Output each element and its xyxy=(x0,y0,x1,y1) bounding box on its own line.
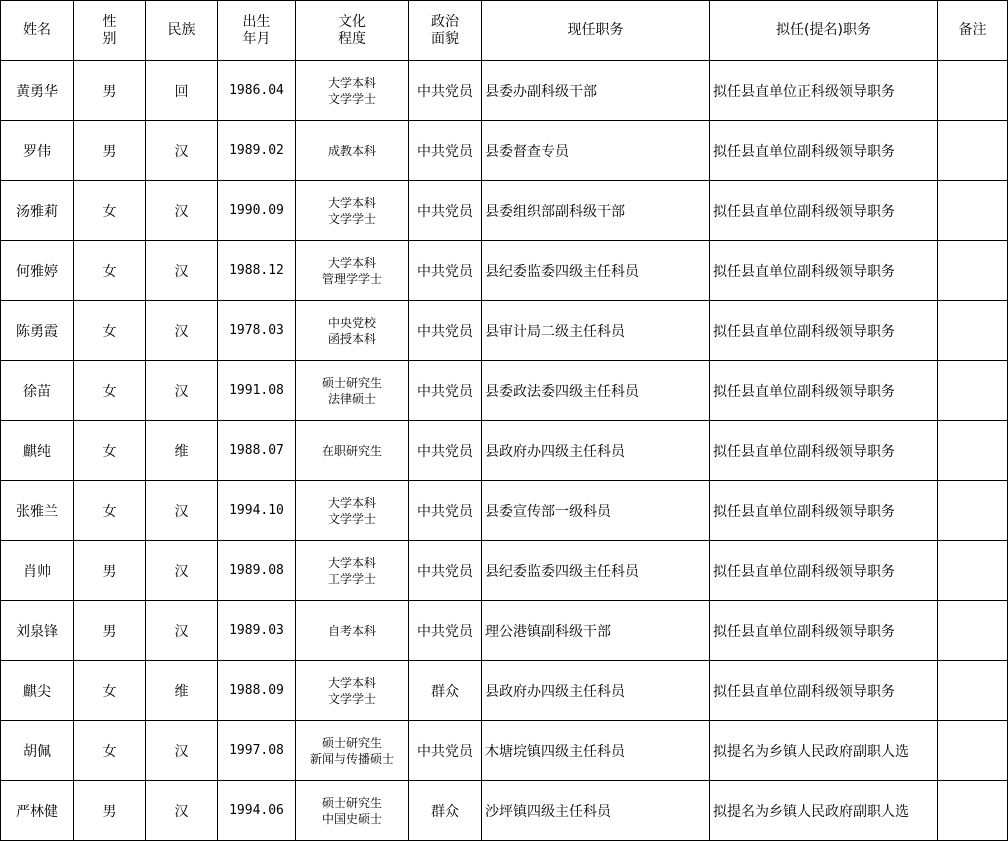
cell-birth: 1991.08 xyxy=(218,361,296,421)
cell-name: 张雅兰 xyxy=(1,481,74,541)
cell-ethnicity: 维 xyxy=(146,421,218,481)
cell-remarks xyxy=(938,661,1008,721)
cell-birth: 1988.09 xyxy=(218,661,296,721)
cell-education: 成教本科 xyxy=(296,121,409,181)
cell-proposed-position: 拟任县直单位副科级领导职务 xyxy=(710,241,938,301)
header-current-position: 现任职务 xyxy=(482,1,710,61)
cell-political: 群众 xyxy=(409,781,482,841)
cell-name: 麒纯 xyxy=(1,421,74,481)
cell-remarks xyxy=(938,601,1008,661)
cell-name: 陈勇霞 xyxy=(1,301,74,361)
cell-ethnicity: 汉 xyxy=(146,301,218,361)
cell-gender: 女 xyxy=(74,481,146,541)
cell-proposed-position: 拟任县直单位副科级领导职务 xyxy=(710,121,938,181)
cell-birth: 1986.04 xyxy=(218,61,296,121)
cell-ethnicity: 汉 xyxy=(146,481,218,541)
cell-education: 硕士研究生 新闻与传播硕士 xyxy=(296,721,409,781)
cell-political: 群众 xyxy=(409,661,482,721)
cell-remarks xyxy=(938,481,1008,541)
header-political: 政治 面貌 xyxy=(409,1,482,61)
table-row xyxy=(1,541,1008,601)
cell-political: 中共党员 xyxy=(409,301,482,361)
cell-ethnicity: 汉 xyxy=(146,361,218,421)
cell-name: 罗伟 xyxy=(1,121,74,181)
cell-current-position: 沙坪镇四级主任科员 xyxy=(482,781,710,841)
cell-education: 大学本科 文学学士 xyxy=(296,61,409,121)
cell-proposed-position: 拟提名为乡镇人民政府副职人选 xyxy=(710,781,938,841)
table-row xyxy=(1,661,1008,721)
table-body xyxy=(1,61,1008,841)
cell-ethnicity: 汉 xyxy=(146,541,218,601)
cell-birth: 1988.07 xyxy=(218,421,296,481)
cell-current-position: 县委督查专员 xyxy=(482,121,710,181)
table-row xyxy=(1,421,1008,481)
cell-gender: 男 xyxy=(74,781,146,841)
cell-education: 硕士研究生 中国史硕士 xyxy=(296,781,409,841)
cell-birth: 1989.02 xyxy=(218,121,296,181)
cell-political: 中共党员 xyxy=(409,121,482,181)
cell-birth: 1988.12 xyxy=(218,241,296,301)
cell-political: 中共党员 xyxy=(409,481,482,541)
cell-name: 严林健 xyxy=(1,781,74,841)
header-proposed-position: 拟任(提名)职务 xyxy=(710,1,938,61)
cell-remarks xyxy=(938,61,1008,121)
cell-gender: 男 xyxy=(74,61,146,121)
cell-political: 中共党员 xyxy=(409,421,482,481)
table-row xyxy=(1,361,1008,421)
cell-political: 中共党员 xyxy=(409,541,482,601)
table-row xyxy=(1,301,1008,361)
cell-education: 大学本科 管理学学士 xyxy=(296,241,409,301)
cell-education: 大学本科 文学学士 xyxy=(296,181,409,241)
cell-education: 大学本科 文学学士 xyxy=(296,481,409,541)
cell-ethnicity: 汉 xyxy=(146,241,218,301)
cell-name: 胡佩 xyxy=(1,721,74,781)
cell-remarks xyxy=(938,361,1008,421)
cell-current-position: 县委组织部副科级干部 xyxy=(482,181,710,241)
cell-gender: 女 xyxy=(74,181,146,241)
cell-remarks xyxy=(938,541,1008,601)
cell-current-position: 木塘垸镇四级主任科员 xyxy=(482,721,710,781)
cell-political: 中共党员 xyxy=(409,241,482,301)
cell-current-position: 县政府办四级主任科员 xyxy=(482,421,710,481)
table-row xyxy=(1,481,1008,541)
cell-political: 中共党员 xyxy=(409,721,482,781)
cell-proposed-position: 拟提名为乡镇人民政府副职人选 xyxy=(710,721,938,781)
cell-gender: 女 xyxy=(74,241,146,301)
cell-proposed-position: 拟任县直单位正科级领导职务 xyxy=(710,61,938,121)
cell-ethnicity: 回 xyxy=(146,61,218,121)
header-education: 文化 程度 xyxy=(296,1,409,61)
table-row xyxy=(1,781,1008,841)
cell-current-position: 理公港镇副科级干部 xyxy=(482,601,710,661)
cell-birth: 1994.06 xyxy=(218,781,296,841)
cell-proposed-position: 拟任县直单位副科级领导职务 xyxy=(710,421,938,481)
cell-ethnicity: 维 xyxy=(146,661,218,721)
cell-political: 中共党员 xyxy=(409,61,482,121)
table-row xyxy=(1,601,1008,661)
cell-birth: 1994.10 xyxy=(218,481,296,541)
cell-political: 中共党员 xyxy=(409,601,482,661)
cell-remarks xyxy=(938,781,1008,841)
cell-gender: 女 xyxy=(74,301,146,361)
cell-proposed-position: 拟任县直单位副科级领导职务 xyxy=(710,661,938,721)
cell-remarks xyxy=(938,241,1008,301)
cell-current-position: 县纪委监委四级主任科员 xyxy=(482,241,710,301)
table-row xyxy=(1,721,1008,781)
cell-name: 肖帅 xyxy=(1,541,74,601)
cell-proposed-position: 拟任县直单位副科级领导职务 xyxy=(710,181,938,241)
table-row xyxy=(1,61,1008,121)
cell-remarks xyxy=(938,181,1008,241)
cell-birth: 1978.03 xyxy=(218,301,296,361)
cell-education: 硕士研究生 法律硕士 xyxy=(296,361,409,421)
cell-gender: 女 xyxy=(74,661,146,721)
cell-proposed-position: 拟任县直单位副科级领导职务 xyxy=(710,481,938,541)
cell-name: 麒尖 xyxy=(1,661,74,721)
cell-gender: 男 xyxy=(74,121,146,181)
table-row xyxy=(1,121,1008,181)
cell-remarks xyxy=(938,121,1008,181)
cell-education: 在职研究生 xyxy=(296,421,409,481)
cell-current-position: 县委政法委四级主任科员 xyxy=(482,361,710,421)
cell-ethnicity: 汉 xyxy=(146,781,218,841)
cell-education: 中央党校 函授本科 xyxy=(296,301,409,361)
header-row xyxy=(1,1,1008,61)
cell-gender: 女 xyxy=(74,421,146,481)
table-row xyxy=(1,241,1008,301)
header-gender: 性 别 xyxy=(74,1,146,61)
cell-remarks xyxy=(938,421,1008,481)
cell-gender: 男 xyxy=(74,601,146,661)
cell-name: 徐苗 xyxy=(1,361,74,421)
cell-ethnicity: 汉 xyxy=(146,721,218,781)
cell-birth: 1989.03 xyxy=(218,601,296,661)
cell-political: 中共党员 xyxy=(409,361,482,421)
cell-name: 汤雅莉 xyxy=(1,181,74,241)
cell-gender: 女 xyxy=(74,721,146,781)
header-name: 姓名 xyxy=(1,1,74,61)
cell-current-position: 县委宣传部一级科员 xyxy=(482,481,710,541)
cell-remarks xyxy=(938,721,1008,781)
cell-proposed-position: 拟任县直单位副科级领导职务 xyxy=(710,541,938,601)
cell-gender: 男 xyxy=(74,541,146,601)
cell-current-position: 县委办副科级干部 xyxy=(482,61,710,121)
header-birth: 出生 年月 xyxy=(218,1,296,61)
cell-education: 大学本科 文学学士 xyxy=(296,661,409,721)
cell-current-position: 县纪委监委四级主任科员 xyxy=(482,541,710,601)
cell-name: 刘泉锋 xyxy=(1,601,74,661)
cell-name: 黄勇华 xyxy=(1,61,74,121)
cell-ethnicity: 汉 xyxy=(146,121,218,181)
cell-name: 何雅婷 xyxy=(1,241,74,301)
cell-education: 大学本科 工学学士 xyxy=(296,541,409,601)
cell-proposed-position: 拟任县直单位副科级领导职务 xyxy=(710,301,938,361)
cell-current-position: 县审计局二级主任科员 xyxy=(482,301,710,361)
cell-education: 自考本科 xyxy=(296,601,409,661)
cell-ethnicity: 汉 xyxy=(146,181,218,241)
cell-current-position: 县政府办四级主任科员 xyxy=(482,661,710,721)
cell-remarks xyxy=(938,301,1008,361)
cell-proposed-position: 拟任县直单位副科级领导职务 xyxy=(710,601,938,661)
cell-proposed-position: 拟任县直单位副科级领导职务 xyxy=(710,361,938,421)
cell-birth: 1990.09 xyxy=(218,181,296,241)
cell-political: 中共党员 xyxy=(409,181,482,241)
cell-ethnicity: 汉 xyxy=(146,601,218,661)
cell-birth: 1989.08 xyxy=(218,541,296,601)
table-row xyxy=(1,181,1008,241)
header-ethnicity: 民族 xyxy=(146,1,218,61)
cell-gender: 女 xyxy=(74,361,146,421)
header-remarks: 备注 xyxy=(938,1,1008,61)
cell-birth: 1997.08 xyxy=(218,721,296,781)
